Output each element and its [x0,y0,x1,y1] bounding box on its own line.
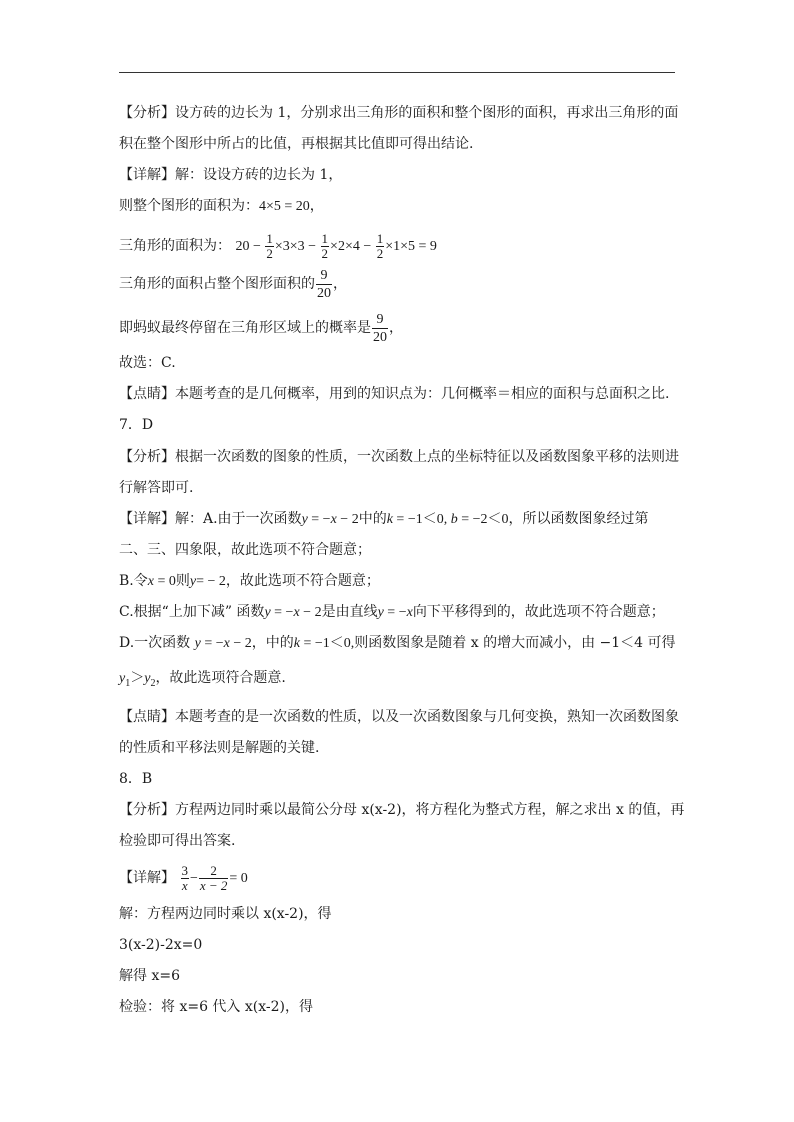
comment-label: 【点睛】 [119,386,175,402]
fraction: $\frac{3}{x}$ [181,862,188,893]
q6-whole-area: 则整个图形的面积为：4×5 = 20， [119,198,324,214]
q8-step-3: 解得 x=6 [119,968,180,984]
q7-option-d-line-1: D.一次函数 y = −x − 2，中的k = −1＜0,则函数图象是随着 x 的增大而减小，由 −1＜4 可得 [119,635,676,651]
q6-analysis-line-2: 积在整个图形中所占的比值，再根据其比值即可得出结论. [119,136,474,152]
triangle-area-expression: 20 − $\frac{1}{2}$ ×3×3 − $\frac{1}{2}$ ×2×4 − $\frac{1}{2}$ ×1×5 = 9 [235,231,437,262]
q6-triangle-area: 三角形的面积为： 20 − $\frac{1}{2}$ ×3×3 − $\frac{1}{2}$ ×2×4 − $\frac{1}{2}$ ×1×5 = 9 [119,231,437,262]
q6-detail-line-1: 【详解】解：设设方砖的边长为 1， [119,167,343,183]
q6-answer: 故选：C. [119,355,176,371]
whole-area-expression: 4×5 = 20 [259,199,310,214]
analysis-label: 【分析】 [119,105,175,121]
fraction: $\frac{1}{2}$ [376,231,384,262]
analysis-label: 【分析】 [119,449,175,465]
q7-option-a-line-1: 【详解】解：A.由于一次函数y = −x − 2中的k = −1＜0, b = −2＜0，所以函数图象经过第 [119,511,649,527]
q6-probability: 即蚂蚁最终停留在三角形区域上的概率是 $\frac{9}{20}$ ， [119,311,403,345]
fraction: $\frac{1}{2}$ [266,231,273,262]
detail-label: 【详解】 [119,167,175,183]
fraction: $\frac{1}{2}$ [321,231,329,262]
q7-comment-line-2: 的性质和平移法则是解题的关键. [119,740,320,756]
analysis-label: 【分析】 [119,802,175,818]
detail-label: 【详解】 [119,870,175,886]
q7-header: 7．D [119,417,154,433]
q8-analysis-line-1: 【分析】方程两边同时乘以最简公分母 x(x-2)，将方程化为整式方程，解之求出 x 的值，再 [119,802,685,818]
q7-option-a-line-2: 二、三、四象限，故此选项不符合题意； [119,542,371,558]
q7-analysis-line-1: 【分析】根据一次函数的图象的性质，一次函数上点的坐标特征以及函数图象平移的法则进 [119,449,679,465]
header-rule [119,72,675,73]
q7-comment-line-1: 【点睛】本题考查的是一次函数的性质，以及一次函数图象与几何变换，熟知一次函数图象 [119,709,679,725]
q6-comment: 【点睛】本题考查的是几何概率，用到的知识点为：几何概率＝相应的面积与总面积之比. [119,386,670,402]
q8-step-2: 3(x-2)-2x=0 [119,937,203,953]
q7-option-b: B.令x = 0则y= − 2，故此选项不符合题意； [119,573,380,589]
ratio-fraction: $\frac{9}{20}$ [317,267,331,301]
q7-option-c: C.根据“上加下减” 函数y = −x − 2是由直线y = −x向下平移得到的，故此选项不符合题意； [119,604,665,620]
fraction: $\frac{2}{x - 2}$ [199,862,228,893]
q8-step-4: 检验：将 x=6 代入 x(x-2)，得 [119,999,313,1015]
q8-equation: 【详解】 $\frac{3}{x}$ − $\frac{2}{x - 2}$ = 0 [119,862,248,893]
q8-analysis-line-2: 检验即可得出答案. [119,833,236,849]
probability-fraction: $\frac{9}{20}$ [373,311,387,345]
detail-label: 【详解】 [119,511,175,527]
comment-label: 【点睛】 [119,709,175,725]
q6-ratio: 三角形的面积占整个图形面积的 $\frac{9}{20}$ ， [119,267,347,301]
q8-header: 8．B [119,771,153,787]
q7-analysis-line-2: 行解答即可. [119,480,194,496]
q7-option-d-line-2: $y_1>y_2$，故此选项符合题意. [119,670,286,689]
q6-analysis-line-1: 【分析】设方砖的边长为 1，分别求出三角形的面积和整个图形的面积，再求出三角形的面 [119,105,679,121]
q8-step-1: 解：方程两边同时乘以 x(x-2)，得 [119,906,332,922]
